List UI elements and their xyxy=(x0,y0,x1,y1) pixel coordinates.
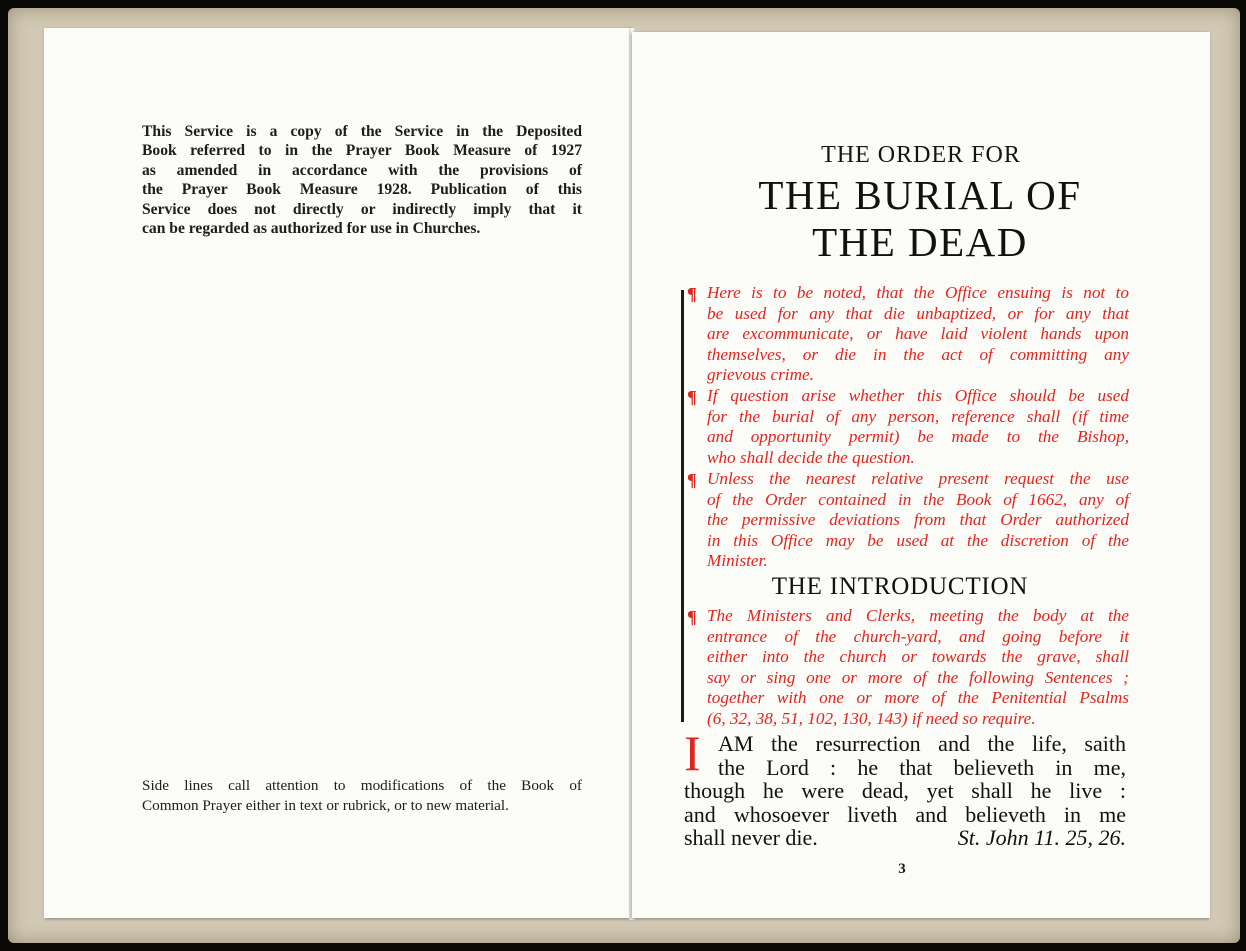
rubric-line: (6, 32, 38, 51, 102, 130, 143) if need so require. xyxy=(707,708,1036,728)
rubric-line: Minister. xyxy=(707,551,768,571)
rubric-line: are excommunicate, or have laid violent hands upon xyxy=(707,324,1129,344)
notice-line: Service does not directly or indirectly imply that it xyxy=(142,200,582,218)
burial-title-line: THE BURIAL OF xyxy=(758,172,1082,218)
rubric-line: for the burial of any person, reference shall (if time xyxy=(707,406,1129,426)
side-note-line: Side lines call attention to modifications of the Book of xyxy=(142,777,582,794)
notice-line: as amended in accordance with the provisions of xyxy=(142,161,582,179)
rubric-line: say or sing one or more of the following Sentences ; xyxy=(707,667,1129,687)
rubric-line: together with one or more of the Penitential Psalms xyxy=(707,688,1129,708)
introduction-heading: THE INTRODUCTION xyxy=(771,573,1029,600)
scripture-citation: St. John 11. 25, 26. xyxy=(957,825,1126,851)
rubric-line: If question arise whether this Office should be used xyxy=(707,386,1129,405)
modification-side-line xyxy=(681,290,684,722)
side-lines-note xyxy=(142,776,582,815)
sentence-line: AM the resurrection and the life, saith xyxy=(718,731,1126,756)
pilcrow-icon: ¶ xyxy=(687,387,697,407)
pilcrow-icon: ¶ xyxy=(687,607,697,627)
rubric-line: and opportunity permit) be made to the Bishop, xyxy=(707,427,1129,447)
burial-title-line: THE DEAD xyxy=(812,219,1028,265)
notice-line: Book referred to in the Prayer Book Measure of 1927 xyxy=(142,142,582,160)
notice-line: the Prayer Book Measure 1928. Publication of this xyxy=(142,181,582,199)
rubric-line: be used for any that die unbaptized, or for any that xyxy=(707,303,1129,323)
drop-cap: I xyxy=(684,725,701,781)
deposited-book-notice xyxy=(142,122,582,238)
rubric-ministers-and-clerks xyxy=(687,606,1129,730)
sentence-line: and whosoever liveth and believeth in me xyxy=(684,801,1126,827)
pilcrow-icon: ¶ xyxy=(687,284,697,304)
order-for-heading: THE ORDER FOR xyxy=(821,142,1021,168)
page-number: 3 xyxy=(898,861,906,877)
rubric-question-arise xyxy=(687,386,1129,468)
sentence-line: though he were dead, yet shall he live : xyxy=(684,778,1126,804)
rubric-not-to-be-used xyxy=(687,283,1129,386)
rubric-line: entrance of the church-yard, and going before it xyxy=(707,626,1129,646)
rubric-line: Unless the nearest relative present request the use xyxy=(707,469,1129,488)
sentence-ending: shall never die. xyxy=(684,825,818,851)
rubric-nearest-relative xyxy=(687,469,1129,572)
rubric-line: either into the church or towards the grave, shall xyxy=(707,647,1129,667)
rubric-line: the permissive deviations from that Order authorized xyxy=(707,510,1129,530)
pilcrow-icon: ¶ xyxy=(687,470,697,490)
rubric-line: themselves, or die in the act of committing any xyxy=(707,344,1129,364)
rubric-line: The Ministers and Clerks, meeting the body at the xyxy=(707,606,1129,625)
rubric-line: grievous crime. xyxy=(707,365,814,385)
sentence-line: the Lord : he that believeth in me, xyxy=(718,754,1126,780)
rubric-line: who shall decide the question. xyxy=(707,447,915,467)
opening-sentence xyxy=(684,732,1126,850)
notice-line: can be regarded as authorized for use in Churches. xyxy=(142,220,481,238)
side-note-line: Common Prayer either in text or rubrick, or to new material. xyxy=(142,796,509,814)
burial-title xyxy=(700,172,1140,266)
notice-line: This Service is a copy of the Service in the Deposited xyxy=(142,123,582,140)
rubric-line: of the Order contained in the Book of 1662, any of xyxy=(707,489,1129,509)
sentence-last-line xyxy=(684,826,1126,850)
rubric-line: Here is to be noted, that the Office ensuing is not to xyxy=(707,283,1129,302)
rubric-line: in this Office may be used at the discretion of the xyxy=(707,530,1129,550)
